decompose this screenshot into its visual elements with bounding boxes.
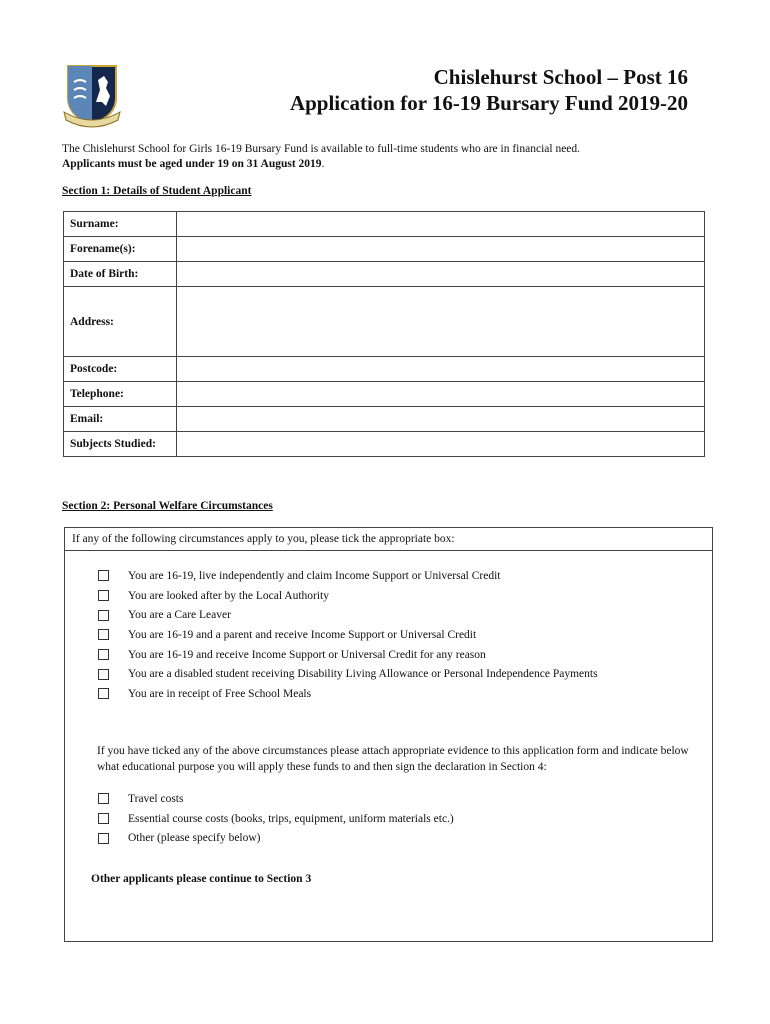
field-label: Telephone: bbox=[64, 382, 177, 407]
list-item bbox=[98, 625, 598, 645]
forename-field[interactable] bbox=[177, 237, 705, 262]
field-label: Forename(s): bbox=[64, 237, 177, 262]
evidence-text: If you have ticked any of the above circumstances please attach appropriate evidence to this application form and indicate below what educational purpose you will apply these funds to and then sign the declaration in Section 4: bbox=[97, 745, 689, 773]
list-item bbox=[98, 586, 598, 606]
checkbox-label: You are 16-19 and receive Income Support or Universal Credit for any reason bbox=[128, 648, 486, 661]
list-item bbox=[98, 809, 454, 829]
checkbox[interactable] bbox=[98, 629, 109, 640]
list-item bbox=[98, 789, 454, 809]
checkbox-label: Essential course costs (books, trips, equipment, uniform materials etc.) bbox=[128, 812, 454, 825]
purposes-list bbox=[98, 789, 454, 848]
checkbox[interactable] bbox=[98, 813, 109, 824]
age-requirement: Applicants must be aged under 19 on 31 August 2019 bbox=[62, 158, 322, 170]
checkbox-label: You are looked after by the Local Authority bbox=[128, 589, 329, 602]
intro-line: The Chislehurst School for Girls 16-19 Bursary Fund is available to full-time students who are in financial need. bbox=[62, 143, 581, 155]
subjects-field[interactable] bbox=[177, 432, 705, 457]
checkbox-label: Other (please specify below) bbox=[128, 832, 261, 845]
applicant-details-table bbox=[63, 211, 705, 457]
field-label: Postcode: bbox=[64, 357, 177, 382]
email-field[interactable] bbox=[177, 407, 705, 432]
list-item bbox=[98, 605, 598, 625]
school-crest-icon bbox=[62, 62, 122, 128]
checkbox[interactable] bbox=[98, 590, 109, 601]
section2-heading: Section 2: Personal Welfare Circumstances bbox=[62, 500, 273, 512]
checkbox[interactable] bbox=[98, 610, 109, 621]
age-requirement-end: . bbox=[321, 158, 325, 170]
checkbox-label: You are a disabled student receiving Disability Living Allowance or Personal Independence Payments bbox=[128, 668, 598, 681]
field-label: Email: bbox=[64, 407, 177, 432]
list-item bbox=[98, 566, 598, 586]
checkbox[interactable] bbox=[98, 649, 109, 660]
intro-text bbox=[62, 142, 712, 172]
list-item bbox=[98, 645, 598, 665]
checkbox[interactable] bbox=[98, 833, 109, 844]
checkbox-label: You are 16-19, live independently and claim Income Support or Universal Credit bbox=[128, 569, 501, 582]
field-label: Surname: bbox=[64, 212, 177, 237]
field-label: Address: bbox=[64, 287, 177, 357]
checkbox[interactable] bbox=[98, 793, 109, 804]
address-field[interactable] bbox=[177, 287, 705, 357]
checkbox[interactable] bbox=[98, 570, 109, 581]
other-applicants-note: Other applicants please continue to Section 3 bbox=[91, 873, 312, 885]
checkbox-label: Travel costs bbox=[128, 792, 184, 805]
checkbox[interactable] bbox=[98, 669, 109, 680]
checkbox-label: You are in receipt of Free School Meals bbox=[128, 687, 312, 700]
list-item bbox=[98, 664, 598, 684]
checkbox-label: You are a Care Leaver bbox=[128, 609, 231, 622]
field-label: Subjects Studied: bbox=[64, 432, 177, 457]
form-subtitle: Application for 16-19 Bursary Fund 2019-20 bbox=[289, 91, 688, 115]
list-item bbox=[98, 684, 598, 704]
dob-field[interactable] bbox=[177, 262, 705, 287]
circumstances-list bbox=[98, 566, 598, 704]
postcode-field[interactable] bbox=[177, 357, 705, 382]
telephone-field[interactable] bbox=[177, 382, 705, 407]
field-label: Date of Birth: bbox=[64, 262, 177, 287]
instruction-text: If any of the following circumstances apply to you, please tick the appropriate box: bbox=[65, 528, 712, 551]
list-item bbox=[98, 828, 454, 848]
welfare-circumstances-box bbox=[64, 527, 713, 942]
section1-heading: Section 1: Details of Student Applicant bbox=[62, 185, 252, 197]
surname-field[interactable] bbox=[177, 212, 705, 237]
checkbox[interactable] bbox=[98, 688, 109, 699]
form-title: Chislehurst School – Post 16 bbox=[433, 65, 688, 89]
checkbox-label: You are 16-19 and a parent and receive Income Support or Universal Credit bbox=[128, 628, 477, 641]
